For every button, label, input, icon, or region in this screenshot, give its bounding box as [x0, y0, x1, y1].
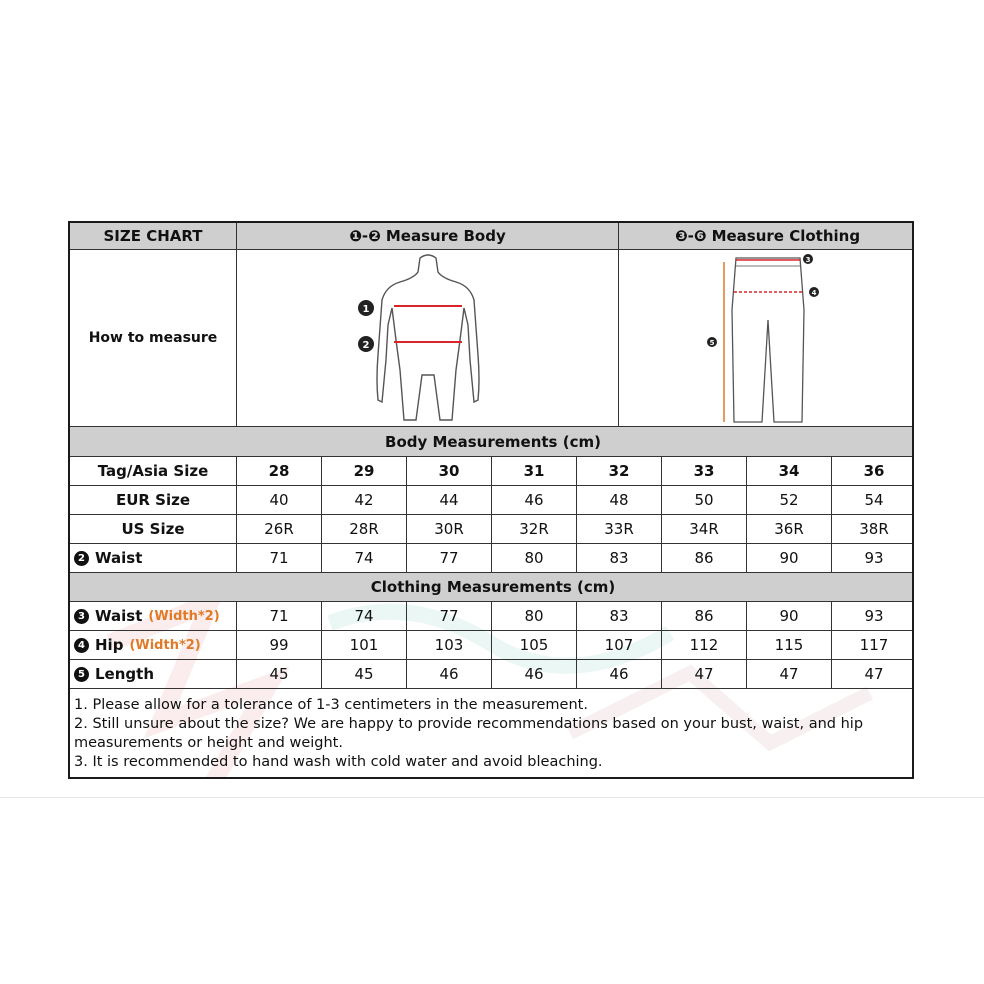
- hip-value: 107: [576, 630, 661, 659]
- note-item: 3. It is recommended to hand wash with cold water and avoid bleaching.: [74, 754, 603, 770]
- cloth-waist-value: 86: [661, 601, 746, 630]
- page-divider: [0, 797, 984, 798]
- cloth-waist-value: 90: [746, 601, 831, 630]
- body-measurements-title: Body Measurements (cm): [70, 426, 914, 456]
- length-value: 45: [321, 659, 406, 688]
- cloth-waist-value: 93: [831, 601, 914, 630]
- tag-size-value: 30: [406, 456, 491, 485]
- tag-size-value: 28: [236, 456, 321, 485]
- eur-size-value: 40: [236, 485, 321, 514]
- notes-section: [70, 688, 914, 779]
- body-waist-value: 83: [576, 543, 661, 572]
- body-waist-value: 90: [746, 543, 831, 572]
- marker-1-label: 1: [362, 303, 369, 315]
- measure-clothing-header: [618, 223, 914, 249]
- hip-note: (Width*2): [129, 637, 201, 653]
- cloth-waist-text: Waist: [95, 607, 143, 625]
- cloth-waist-value: 77: [406, 601, 491, 630]
- hip-value: 99: [236, 630, 321, 659]
- hip-value: 103: [406, 630, 491, 659]
- tag-size-value: 31: [491, 456, 576, 485]
- body-waist-value: 93: [831, 543, 914, 572]
- marker-4-icon: 4: [74, 638, 89, 653]
- length-value: 47: [831, 659, 914, 688]
- body-waist-value: 74: [321, 543, 406, 572]
- tag-size-value: 34: [746, 456, 831, 485]
- hip-value: 115: [746, 630, 831, 659]
- body-waist-value: 86: [661, 543, 746, 572]
- body-figure-cell: [236, 249, 618, 426]
- marker-2-label: 2: [362, 339, 369, 351]
- measure-body-header: [236, 223, 618, 249]
- tag-size-value: 36: [831, 456, 914, 485]
- body-waist-value: 80: [491, 543, 576, 572]
- length-value: 47: [746, 659, 831, 688]
- how-to-measure-label: How to measure: [70, 249, 236, 426]
- hip-label: [70, 630, 236, 659]
- measure-body-label: Measure Body: [385, 227, 506, 245]
- cloth-waist-note: (Width*2): [148, 608, 220, 624]
- us-size-value: 30R: [406, 514, 491, 543]
- cloth-waist-label: [70, 601, 236, 630]
- tag-size-label: Tag/Asia Size: [70, 456, 236, 485]
- body-figure-icon: [328, 250, 528, 427]
- marker-5-label: 5: [709, 338, 714, 347]
- us-size-value: 32R: [491, 514, 576, 543]
- length-label: [70, 659, 236, 688]
- body-waist-label: [70, 543, 236, 572]
- size-chart-title: SIZE CHART: [70, 223, 236, 249]
- length-value: 45: [236, 659, 321, 688]
- size-chart-table: [68, 221, 914, 779]
- us-size-label: US Size: [70, 514, 236, 543]
- marker-4-label: 4: [811, 288, 816, 297]
- measure-clothing-prefix: ❸-❻: [674, 227, 707, 245]
- body-waist-text: Waist: [95, 549, 143, 567]
- hip-value: 117: [831, 630, 914, 659]
- eur-size-value: 48: [576, 485, 661, 514]
- eur-size-value: 54: [831, 485, 914, 514]
- pants-figure-cell: [618, 249, 914, 426]
- us-size-value: 33R: [576, 514, 661, 543]
- note-item: 1. Please allow for a tolerance of 1-3 centimeters in the measurement.: [74, 697, 588, 713]
- marker-3-label: 3: [805, 255, 810, 264]
- measure-clothing-label: Measure Clothing: [711, 227, 861, 245]
- hip-value: 112: [661, 630, 746, 659]
- length-text: Length: [95, 665, 154, 683]
- hip-value: 101: [321, 630, 406, 659]
- eur-size-value: 46: [491, 485, 576, 514]
- eur-size-value: 52: [746, 485, 831, 514]
- length-value: 47: [661, 659, 746, 688]
- measure-body-prefix: ❶-❷: [349, 227, 381, 245]
- tag-size-value: 29: [321, 456, 406, 485]
- eur-size-label: EUR Size: [70, 485, 236, 514]
- us-size-value: 28R: [321, 514, 406, 543]
- length-value: 46: [491, 659, 576, 688]
- marker-3-icon: 3: [74, 609, 89, 624]
- body-waist-value: 71: [236, 543, 321, 572]
- us-size-value: 34R: [661, 514, 746, 543]
- cloth-waist-value: 80: [491, 601, 576, 630]
- tag-size-value: 33: [661, 456, 746, 485]
- length-value: 46: [406, 659, 491, 688]
- us-size-value: 38R: [831, 514, 914, 543]
- marker-2-icon: 2: [74, 551, 89, 566]
- eur-size-value: 42: [321, 485, 406, 514]
- note-item: 2. Still unsure about the size? We are happy to provide recommendations based on your bust, waist, and hip measurements or height and weight.: [74, 716, 864, 751]
- pants-figure-icon: [668, 250, 868, 427]
- tag-size-value: 32: [576, 456, 661, 485]
- marker-5-icon: 5: [74, 667, 89, 682]
- cloth-waist-value: 83: [576, 601, 661, 630]
- hip-value: 105: [491, 630, 576, 659]
- us-size-value: 26R: [236, 514, 321, 543]
- clothing-measurements-title: Clothing Measurements (cm): [70, 572, 914, 601]
- eur-size-value: 50: [661, 485, 746, 514]
- body-waist-value: 77: [406, 543, 491, 572]
- length-value: 46: [576, 659, 661, 688]
- eur-size-value: 44: [406, 485, 491, 514]
- cloth-waist-value: 74: [321, 601, 406, 630]
- us-size-value: 36R: [746, 514, 831, 543]
- hip-text: Hip: [95, 636, 124, 654]
- cloth-waist-value: 71: [236, 601, 321, 630]
